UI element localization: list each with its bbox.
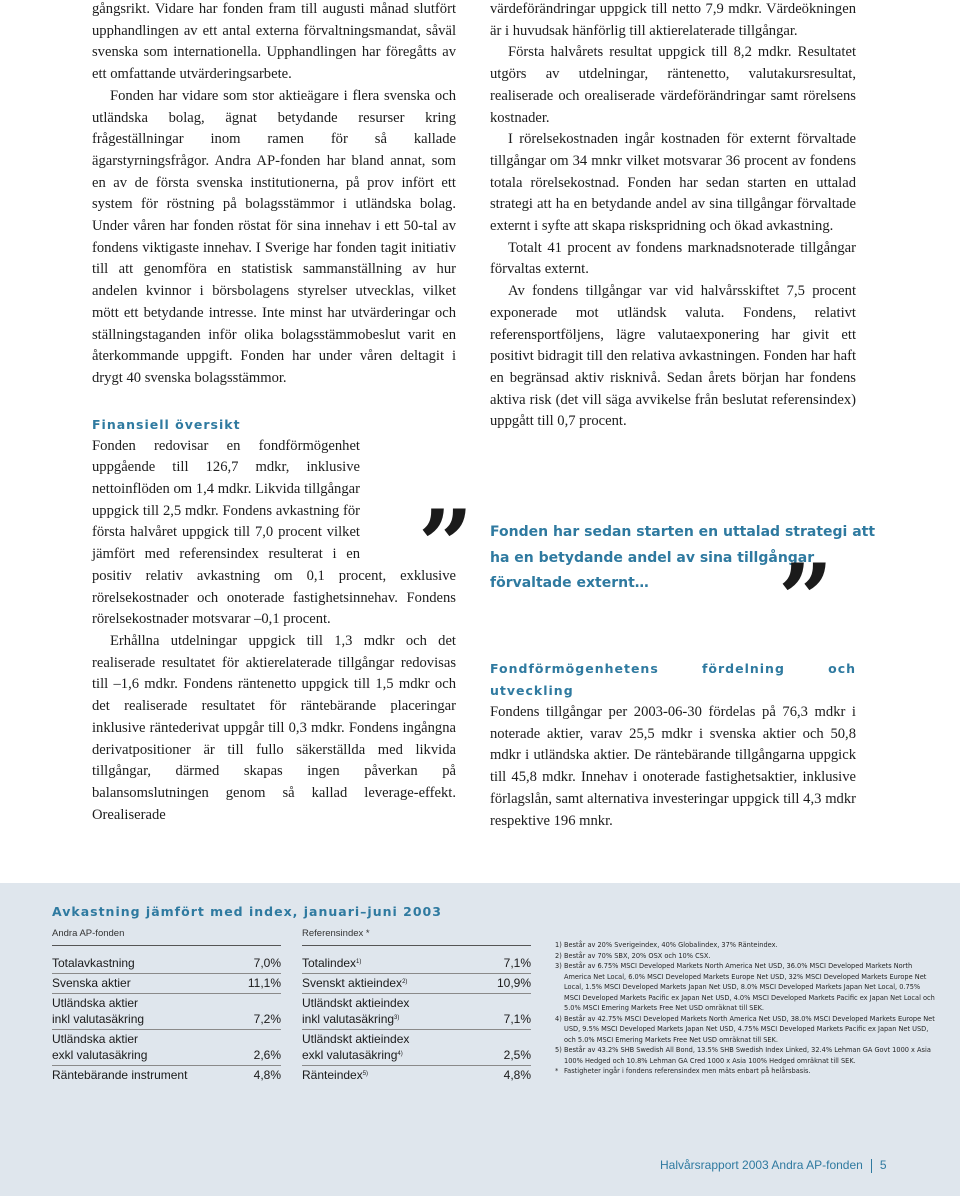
right-column-lower — [490, 658, 856, 832]
left-paragraph-4: Erhållna utdelningar uppgick till 1,3 mdkr och det realiserade resultatet för aktierelaterade tillgångar redovisas till –1,6 mdkr. Fondens räntenetto uppgick till 1,5 mdkr och det realiserade resultatet för räntebärande placeringar inklusive räntederivat uppgår till 0,3 mdkr. Fondens ingångna derivatpositioner är till fullo säkerställda med likvida tillgångar, därmed skapas ingen påverkan på balansomslutningen genom så kallad leverage-effekt. Orealiserade — [92, 632, 456, 823]
row-label-line: Utländska aktier — [52, 996, 139, 1010]
pull-quote-line: förvaltade externt… — [490, 575, 649, 591]
table-left-header: Andra AP-fonden — [52, 928, 125, 939]
section-heading-fordelning: Fondförmögenhetens fördelning och utveckling — [490, 661, 856, 698]
row-label-line: Utländska aktier — [52, 1032, 139, 1046]
row-label-line: inkl valutasäkring — [52, 1012, 145, 1026]
row-label-text: exkl valutasäkring — [302, 1048, 398, 1062]
table-row — [52, 974, 281, 994]
footer-separator — [871, 1159, 872, 1173]
row-value: 4,8% — [503, 1068, 531, 1082]
row-value: 7,2% — [253, 1012, 281, 1026]
footnote-key: 2) — [555, 951, 562, 960]
table-row — [302, 954, 531, 974]
row-label: Totalavkastning — [52, 956, 135, 970]
row-label — [302, 974, 407, 993]
right-paragraph-4: Totalt 41 procent av fondens marknadsnoterade tillgångar förvaltas externt. — [490, 239, 856, 278]
row-value: 2,5% — [503, 1048, 531, 1062]
footnote-ref: 3) — [394, 1015, 400, 1021]
table-row — [302, 994, 531, 1030]
footnote-ref: 1) — [356, 959, 362, 965]
footnote-text: Består av 42.75% MSCI Developed Markets North America Net USD, 38.0% MSCI Developed Markets Europe Net USD, 9.5% MSCI Developed Markets Japan Net USD, 4.75% MSCI Developed Markets Pacific ex Japan Net USD, och 5.0% MSCI Emering Markets Free Net USD omräknat till SEK. — [564, 1014, 935, 1044]
quote-mark-close: ” — [778, 543, 834, 656]
row-value: 10,9% — [496, 976, 531, 990]
row-value: 7,1% — [503, 1012, 531, 1026]
row-value: 11,1% — [247, 976, 281, 990]
table-top-rule — [52, 945, 281, 954]
footnote — [555, 1066, 935, 1077]
footnote-key: 3) — [555, 962, 562, 970]
row-label-text: Ränteindex — [302, 1068, 363, 1082]
footnotes — [555, 940, 935, 1077]
footnote — [555, 1014, 935, 1046]
row-label: Svenska aktier — [52, 976, 131, 990]
footnote-text: Består av 43.2% SHB Swedish All Bond, 13.5% SHB Swedish Index Linked, 32.4% Lehman GA Govt 1000 x Asia 100% Hedged och 10.8% Lehman GA Cred 1000 x Asia 100% Hedged omräknat till SEK. — [564, 1046, 931, 1065]
footnote-ref: 5) — [362, 1071, 369, 1077]
table-row — [302, 974, 531, 994]
row-label — [52, 994, 144, 1029]
table-row — [52, 1030, 281, 1066]
table-row — [52, 994, 281, 1030]
row-label — [52, 1030, 147, 1065]
row-value: 7,0% — [253, 956, 281, 970]
row-label-text: Svenskt aktieindex — [302, 976, 403, 990]
row-value: 4,8% — [253, 1068, 281, 1082]
footnote-text: Består av 20% Sverigeindex, 40% Globalindex, 37% Ränteindex. — [564, 941, 778, 949]
row-label-text: inkl valutasäkring — [302, 1012, 395, 1026]
row-label-line — [302, 1011, 409, 1027]
pull-quote-line: Fonden har sedan starten en uttalad strategi att — [490, 524, 876, 540]
row-label-line: Utländskt aktieindex — [302, 996, 410, 1010]
right-paragraph-2: Första halvårets resultat uppgick till 8,2 mdkr. Resultatet utgörs av utdelningar, räntenetto, valutakursresultat, realiserade och orealiserade värdeförändringar samt rörelsens kostnader. — [490, 44, 856, 126]
returns-table-fund — [52, 945, 281, 1085]
row-label-line: exkl valutasäkring — [52, 1048, 148, 1062]
page-footer — [660, 1158, 887, 1173]
footnote — [555, 961, 935, 1014]
pull-quote-line: ha en betydande andel av sina tillgångar — [490, 549, 815, 566]
footnote-key: 1) — [555, 941, 562, 949]
section-heading-finansiell: Finansiell översikt — [92, 416, 241, 432]
footer-org: Andra AP-fonden — [771, 1158, 863, 1172]
footnote — [555, 951, 935, 962]
row-label — [302, 1066, 368, 1085]
table-right-header: Referensindex * — [302, 928, 370, 939]
row-value: 2,6% — [253, 1048, 281, 1062]
returns-table-index — [302, 945, 531, 1085]
footnote — [555, 940, 935, 951]
right-column — [490, 0, 856, 433]
footnote-key: 5) — [555, 1046, 562, 1054]
table-row — [302, 1030, 531, 1066]
left-paragraph-2: Fonden har vidare som stor aktieägare i flera svenska och utländska bolag, ägnat betydande resurser kring frågeställningar inom ramen för så kallade ägarstyrningsfrågor. Andra AP-fonden har bland annat, som en av de första svenska institutionerna, på prov infört ett system för röstning på bolagsstämmor i utländska bolag. Under våren har fonden röstat för sina innehav i ett 50-tal av fondens viktigaste innehav. I Sverige har fonden tagit initiativ till att genomföra en statistisk sammanställning av hur andelen kvinnor i börsbolagens styrelser utvecklas, vilket mött ett betydande intresse. Inte minst har utvärderingar och ställningstaganden inför olika bolagsstämmobeslut varit en återkommande uppgift. Fonden har under våren deltagit i drygt 40 svenska bolagsstämmor. — [92, 87, 456, 386]
row-label-line: Utländskt aktieindex — [302, 1032, 410, 1046]
footnote-key: * — [555, 1067, 559, 1075]
footnote-text: Fastigheter ingår i fondens referensindex men mäts enbart på helårsbasis. — [564, 1067, 811, 1075]
row-label: Räntebärande instrument — [52, 1068, 188, 1082]
table-row — [52, 1066, 281, 1085]
footnote-ref: 4) — [397, 1051, 403, 1057]
right-paragraph-1: värdeförändringar uppgick till netto 7,9 mdkr. Värdeökningen är i huvudsak hänförlig till aktierelaterade tillgångar. — [490, 1, 856, 39]
row-label — [302, 1030, 409, 1065]
right-paragraph-5: Av fondens tillgångar var vid halvårsskiftet 7,5 procent exponerade mot utländsk valuta. Fondens, relativt referensportföljens, lägre valutaexponering har givit ett positivt bidragit till den relativa avkastningen. Fonden har haft en begränsad aktiv risknivå. Sedan årets början har fondens aktiva risk (det vill säga avvikelse från beslutat referensindex) uppgått till 0,7 procent. — [490, 283, 856, 430]
footnote — [555, 1045, 935, 1066]
row-label-text: Totalindex — [302, 956, 357, 970]
footnote-text: Består av 70% SBX, 20% OSX och 10% CSX. — [564, 951, 711, 960]
left-paragraph-1: gångsrikt. Vidare har fonden fram till augusti månad slutfört upphandlingen av ett antal externa förvaltningsmandat, såväl svenska som internationella. Upphandlingen har föregåtts av ett omfattande utvärderingsarbete. — [92, 1, 456, 83]
table-title: Avkastning jämfört med index, januari–juni 2003 — [52, 904, 442, 919]
quote-mark-open: ” — [418, 489, 474, 602]
table-row — [302, 1066, 531, 1085]
row-label — [302, 954, 361, 973]
footnote-key: 4) — [555, 1014, 562, 1023]
left-column — [92, 0, 456, 826]
footer-report: Halvårsrapport 2003 — [660, 1158, 769, 1172]
row-value: 7,1% — [503, 956, 531, 970]
footnote-text: Består av 6.75% MSCI Developed Markets North America Net USD, 36.0% MSCI Developed Markets North America Net Local, 6.0% MSCI Developed Markets Europe Net USD, 32% MSCI Developed Markets Europe Net Local, 1.5% MSCI Developed Markets Japan Net USD, 8.0% MSCI Developed Markets Japan Net Local, 0.75% MSCI Developed Markets Pacific ex Japan Net USD, 4.0% MSCI Developed Markets Pacific ex Japan Net Local och 5.0% MSCI Emering Markets Free Net USD omräknat till SEK. — [564, 962, 935, 1012]
footnote-ref: 2) — [402, 979, 408, 985]
row-label — [302, 994, 409, 1029]
table-row — [52, 954, 281, 974]
right-paragraph-3: I rörelsekostnaden ingår kostnaden för externt förvaltade tillgångar om 34 mnkr vilket motsvarar 36 procent av fondens totala rörelsekostnad. Fonden har sedan starten en uttalad strategi att ha en betydande andel av sina tillgångar förvaltade externt i syfte att skapa riskspridning och ökad avkastning. — [490, 131, 856, 235]
left-paragraph-3: Fonden redovisar en fondförmögenhet uppgående till 126,7 mdkr, inklusive nettoinflöden om 1,4 mdkr. Likvida tillgångar uppgick till 2,5 mdkr. Fondens avkastning för första halvåret uppgick till 7,0 procent vilket jämfört med referensindex resulterat i en positiv relativ avkastning om 0,1 procent, exklusive rörelsekostnader och onoterade fastighetsinnehav. Fondens rörelsekostnader motsvarar –0,1 procent. — [92, 437, 456, 628]
table-top-rule — [302, 945, 531, 954]
row-label-line — [302, 1047, 409, 1063]
right-paragraph-6: Fondens tillgångar per 2003-06-30 fördelas på 76,3 mdkr i noterade aktier, varav 25,5 mdkr i svenska aktier och 50,8 mdkr i utländska aktier. De räntebärande tillgångarna uppgick till 45,8 mdkr. Innehav i onoterade fastighetsaktier, inklusive förlagslån, samt alternativa investeringar uppgick till 4,3 mdkr respektive 196 mnkr. — [490, 704, 856, 829]
page-number: 5 — [879, 1158, 887, 1172]
